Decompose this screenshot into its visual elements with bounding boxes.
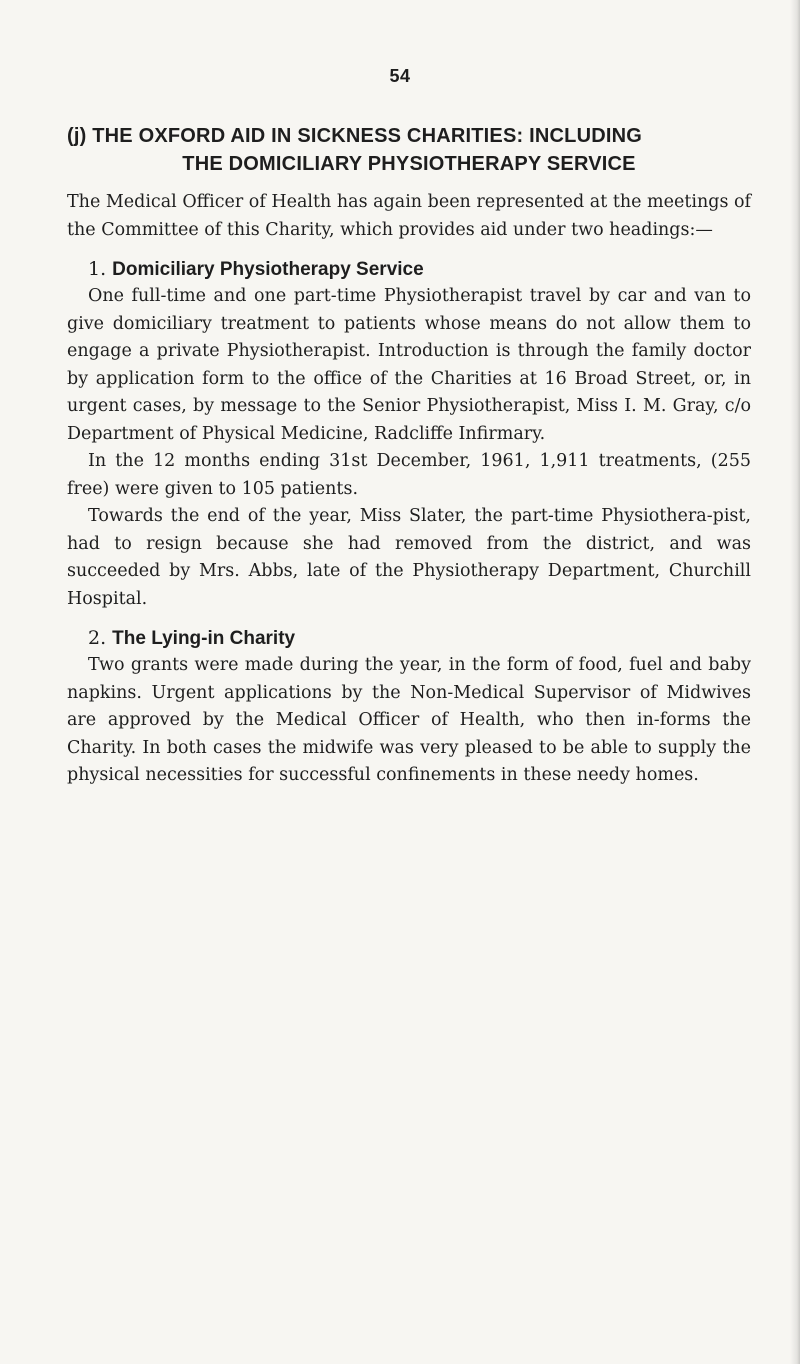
section-title-line-1: (j) THE OXFORD AID IN SICKNESS CHARITIES: INCLUDING: [67, 125, 643, 147]
intro-paragraph: The Medical Officer of Health has again been represented at the meetings of the Committee of this Charity, which provides aid under two headings:—: [67, 192, 752, 240]
item-1-number: 1.: [88, 258, 107, 280]
item-1-paragraph-1: One full-time and one part-time Physiotherapist travel by car and van to give domiciliary treatment to patients whose means do not allow them to engage a private Physiotherapist. Introduction is through the family doctor by application form to the office of the Charities at 16 Broad Street, or, in urgent cases, by message to the Senior Physiotherapist, Miss I. M. Gray, c/o Department of Physical Medicine, Radcliffe Infirmary.: [67, 286, 751, 444]
item-2-title: The Lying-in Charity: [112, 628, 296, 649]
item-1-title: Domiciliary Physiotherapy Service: [112, 259, 424, 280]
item-2-paragraph-1: Two grants were made during the year, in the form of food, fuel and baby napkins. Urgent applications by the Non-Medical Supervisor of Midwives are approved by the Medical Officer of Health, who then in-forms the Charity. In both cases the midwife was very pleased to be able to supply the physical necessities for successful confinements in these needy homes.: [67, 655, 751, 785]
section-title-line-2: THE DOMICILIARY PHYSIOTHERAPY SERVICE: [182, 153, 636, 175]
item-1-paragraph-2: In the 12 months ending 31st December, 1961, 1,911 treatments, (255 free) were given to 105 patients.: [67, 451, 751, 499]
item-2-heading: [67, 625, 751, 652]
page-number: 54: [389, 66, 411, 86]
item-1-paragraph-3: Towards the end of the year, Miss Slater, the part-time Physiothera-pist, had to resign because she had removed from the district, and was succeeded by Mrs. Abbs, late of the Physiotherapy Department, Churchill Hospital.: [67, 506, 751, 609]
section-title: [67, 122, 751, 178]
item-2-number: 2.: [88, 627, 107, 649]
page-edge-shadow: [790, 0, 800, 1364]
page-content: [67, 122, 751, 790]
item-1-heading: [67, 256, 751, 283]
